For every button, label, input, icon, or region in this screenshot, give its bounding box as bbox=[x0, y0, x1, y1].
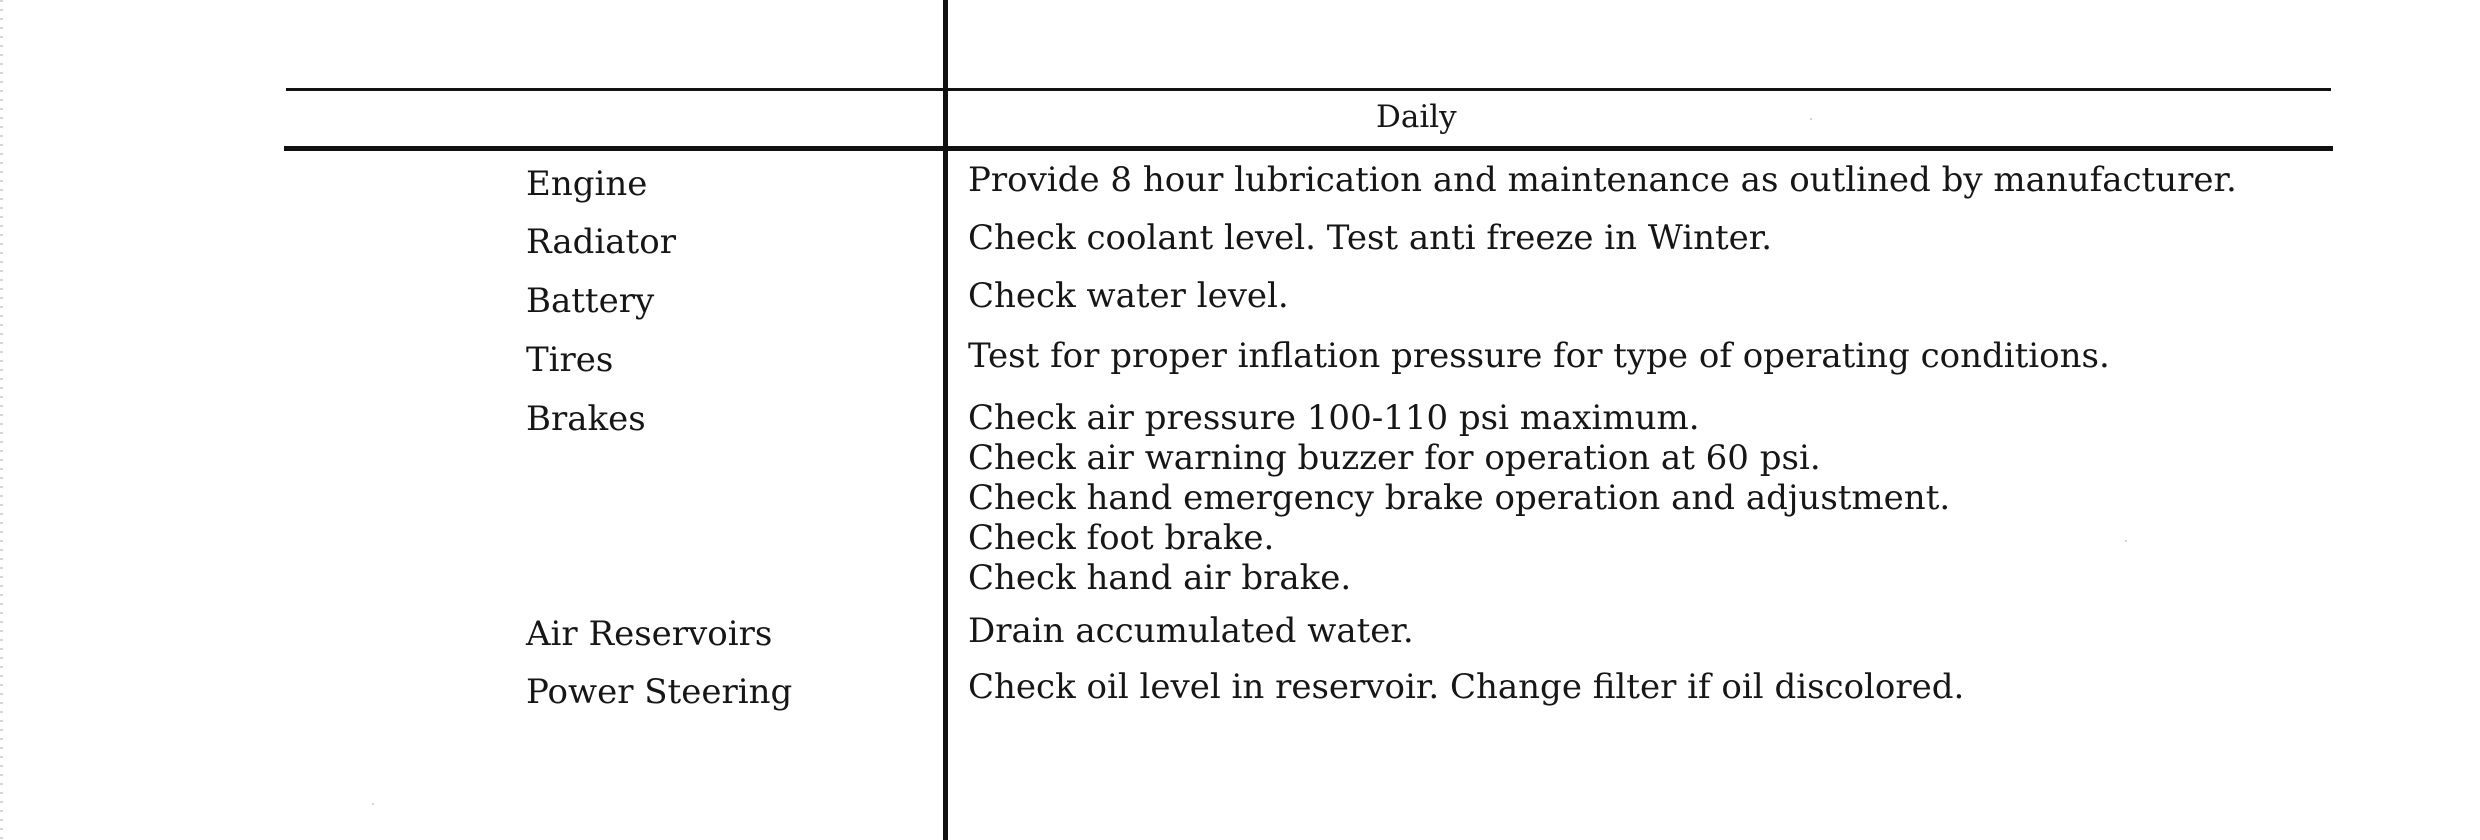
row-desc-tires bbox=[968, 336, 2110, 376]
row-label-power-steering: Power Steering bbox=[526, 672, 793, 712]
row-label-engine: Engine bbox=[526, 164, 648, 204]
row-label-air-reservoirs: Air Reservoirs bbox=[526, 614, 773, 654]
row-desc-radiator bbox=[968, 218, 1772, 258]
scan-speck bbox=[2125, 540, 2127, 542]
desc-line: Check oil level in reservoir. Change filter if oil discolored. bbox=[968, 667, 1965, 707]
desc-line: Check hand air brake. bbox=[968, 558, 1352, 598]
column-divider bbox=[943, 0, 948, 840]
row-desc-air-reservoirs bbox=[968, 611, 1414, 651]
row-desc-brakes bbox=[968, 398, 1950, 598]
desc-line: Test for proper inflation pressure for type of operating conditions. bbox=[968, 336, 2110, 376]
row-label-battery: Battery bbox=[526, 281, 655, 321]
desc-line: Check hand emergency brake operation and adjustment. bbox=[968, 478, 1951, 518]
row-desc-battery bbox=[968, 276, 1289, 316]
desc-line: Check foot brake. bbox=[968, 518, 1275, 558]
desc-line: Provide 8 hour lubrication and maintenance as outlined by manufacturer. bbox=[968, 160, 2237, 200]
desc-line: Check water level. bbox=[968, 276, 1289, 316]
row-label-tires: Tires bbox=[526, 340, 614, 380]
scan-speck bbox=[1810, 118, 1812, 120]
column-header-daily: Daily bbox=[1376, 99, 1457, 135]
row-desc-power-steering bbox=[968, 667, 1964, 707]
scan-speck bbox=[372, 803, 374, 805]
desc-line: Check coolant level. Test anti freeze in Winter. bbox=[968, 218, 1773, 258]
header-bottom-rule bbox=[284, 146, 2333, 151]
desc-line: Drain accumulated water. bbox=[968, 611, 1414, 651]
desc-line: Check air warning buzzer for operation at 60 psi. bbox=[968, 438, 1821, 478]
desc-line: Check air pressure 100-110 psi maximum. bbox=[968, 398, 1700, 438]
row-label-radiator: Radiator bbox=[526, 222, 676, 262]
row-label-brakes: Brakes bbox=[526, 399, 646, 439]
table-top-rule bbox=[286, 88, 2331, 91]
row-desc-engine bbox=[968, 160, 2237, 200]
scan-edge-marks bbox=[0, 0, 3, 840]
